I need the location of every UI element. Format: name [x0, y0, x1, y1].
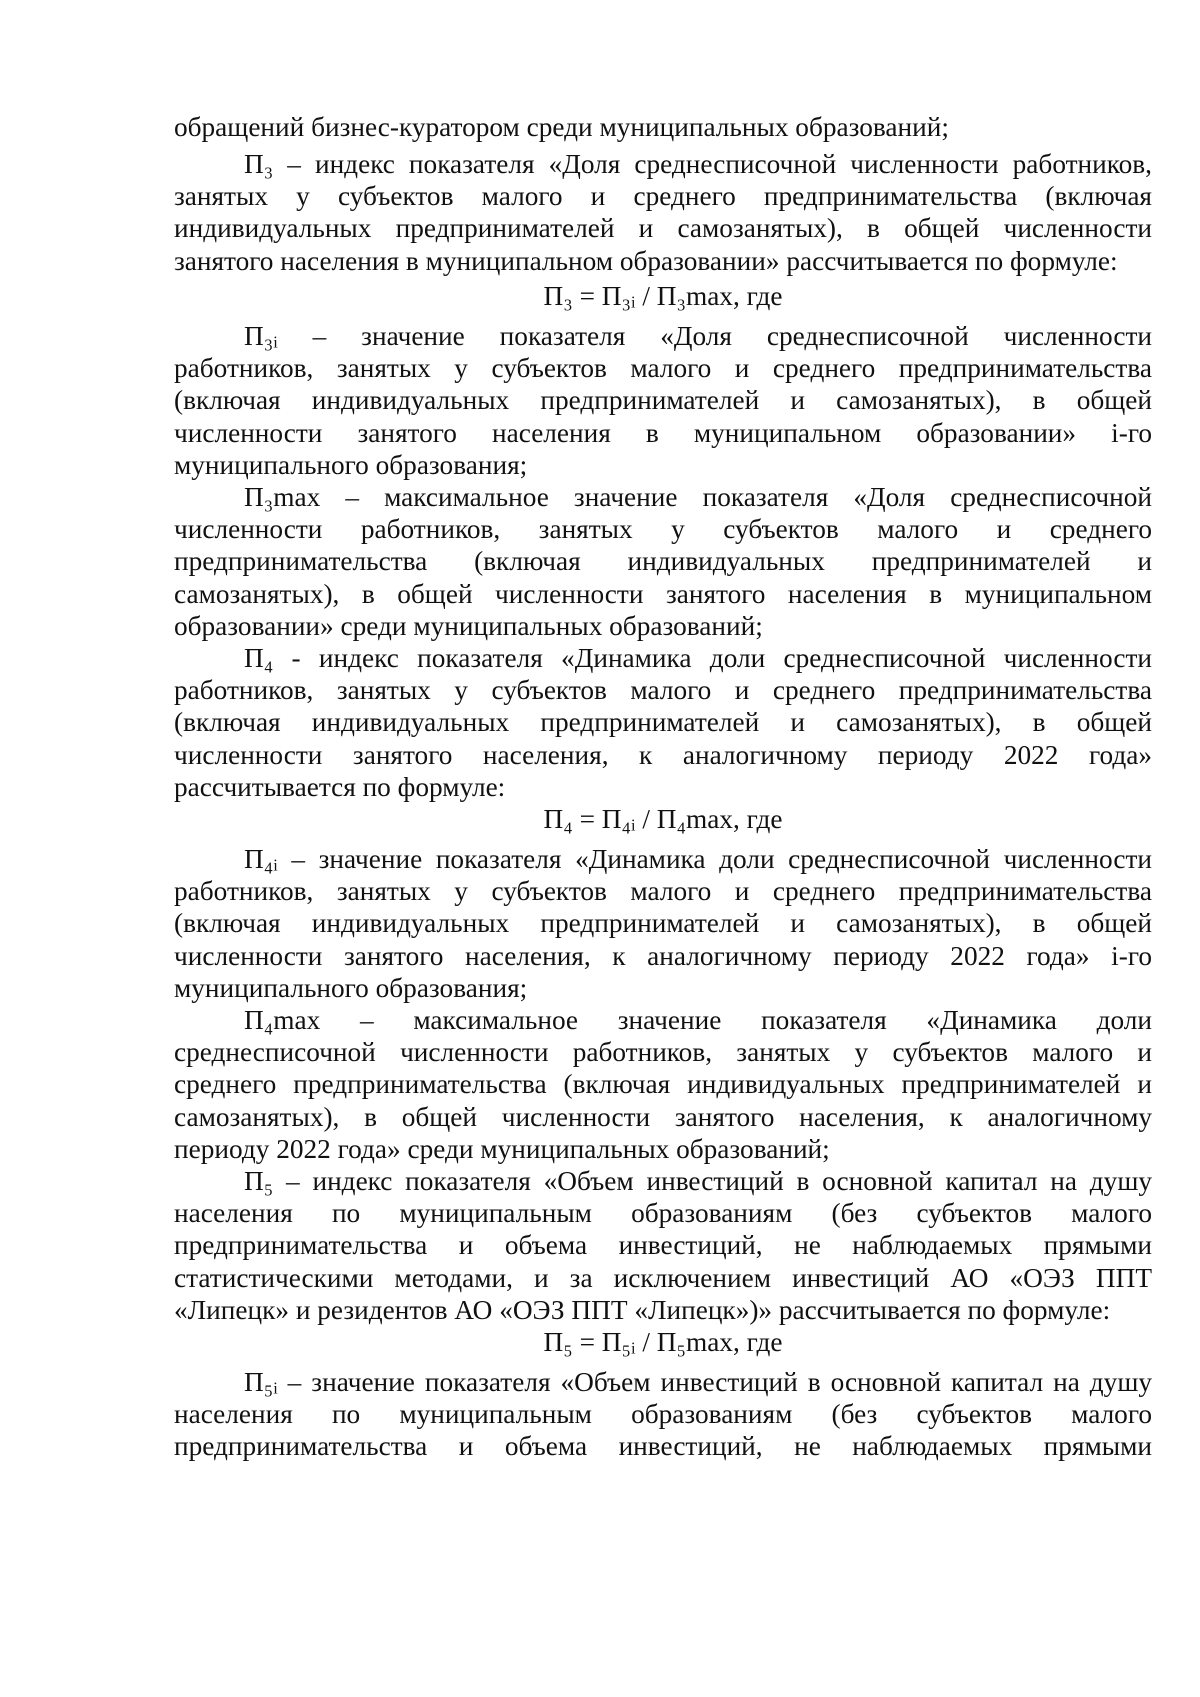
text-line: численности работников, занятых у субъектов малого и среднего [174, 514, 1152, 545]
paragraph [174, 320, 1152, 481]
text-line: индивидуальных предпринимателей и самозанятых), в общей численности [174, 213, 1152, 244]
text-line: предпринимательства (включая индивидуальных предпринимателей и [174, 546, 1152, 577]
paragraph [174, 148, 1152, 277]
text-line: П₅ – индекс показателя «Объем инвестиций в основной капитал на душу [244, 1166, 1152, 1196]
text-line: «Липецк» и резидентов АО «ОЭЗ ППТ «Липецк»)» рассчитывается по формуле: [174, 1294, 1111, 1325]
text-line: периоду 2022 года» среди муниципальных образований; [174, 1133, 830, 1164]
text-line: П₃max – максимальное значение показателя «Доля среднесписочной [244, 482, 1152, 512]
formula: П₄ = П₄ᵢ / П₄max, где [543, 804, 783, 834]
text-line: образовании» среди муниципальных образований; [174, 610, 763, 641]
text-line: населения по муниципальным образованиям (без субъектов малого [174, 1399, 1152, 1430]
text-line: самозанятых), в общей численности занятого населения, к аналогичному [174, 1101, 1152, 1132]
text-line: П₄max – максимальное значение показателя «Динамика доли [244, 1005, 1152, 1035]
text-line: (включая индивидуальных предпринимателей и самозанятых), в общей [174, 908, 1152, 939]
text-line: населения по муниципальным образованиям (без субъектов малого [174, 1198, 1152, 1229]
text-line: численности занятого населения, к аналогичному периоду 2022 года» i-го [174, 940, 1152, 971]
formula: П₃ = П₃ᵢ / П₃max, где [543, 281, 783, 311]
paragraph [174, 642, 1152, 803]
text-line: рассчитывается по формуле: [174, 771, 506, 802]
text-line: П₃ – индекс показателя «Доля среднесписочной численности работников, [244, 149, 1152, 179]
paragraph [174, 1004, 1152, 1165]
formula: П₅ = П₅ᵢ / П₅max, где [543, 1327, 783, 1357]
text-line: П₄ᵢ – значение показателя «Динамика доли среднесписочной численности [244, 844, 1152, 874]
text-line: среднесписочной численности работников, занятых у субъектов малого и [174, 1037, 1152, 1068]
text-line: численности занятого населения в муниципальном образовании» i-го [174, 417, 1152, 448]
text-line: занятого населения в муниципальном образовании» рассчитывается по формуле: [174, 245, 1118, 276]
text-line: (включая индивидуальных предпринимателей и самозанятых), в общей [174, 707, 1152, 738]
text-line: работников, занятых у субъектов малого и среднего предпринимательства [174, 675, 1152, 706]
paragraph [174, 843, 1152, 1004]
paragraph [174, 111, 1152, 143]
text-line: среднего предпринимательства (включая индивидуальных предпринимателей и [174, 1069, 1152, 1100]
text-line: самозанятых), в общей численности занятого населения в муниципальном [174, 578, 1152, 609]
text-line: предпринимательства и объема инвестиций, не наблюдаемых прямыми [174, 1230, 1152, 1261]
text-line: работников, занятых у субъектов малого и среднего предпринимательства [174, 353, 1152, 384]
text-line: обращений бизнес-куратором среди муниципальных образований; [174, 112, 949, 142]
paragraph [174, 1366, 1152, 1463]
text-line: статистическими методами, и за исключением инвестиций АО «ОЭЗ ППТ [174, 1262, 1152, 1293]
text-line: муниципального образования; [174, 972, 528, 1003]
text-line: П₃ᵢ – значение показателя «Доля среднесписочной численности [244, 321, 1152, 351]
text-line: (включая индивидуальных предпринимателей и самозанятых), в общей [174, 385, 1152, 416]
paragraph [174, 1165, 1152, 1326]
text-line: муниципального образования; [174, 449, 528, 480]
text-line: П₄ - индекс показателя «Динамика доли среднесписочной численности [244, 643, 1152, 673]
text-line: предпринимательства и объема инвестиций, не наблюдаемых прямыми [174, 1431, 1152, 1462]
paragraph [174, 481, 1152, 642]
text-line: П₅ᵢ – значение показателя «Объем инвестиций в основной капитал на душу [244, 1367, 1152, 1397]
text-line: работников, занятых у субъектов малого и среднего предпринимательства [174, 876, 1152, 907]
text-line: численности занятого населения, к аналогичному периоду 2022 года» [174, 739, 1152, 770]
text-line: занятых у субъектов малого и среднего предпринимательства (включая [174, 181, 1152, 212]
